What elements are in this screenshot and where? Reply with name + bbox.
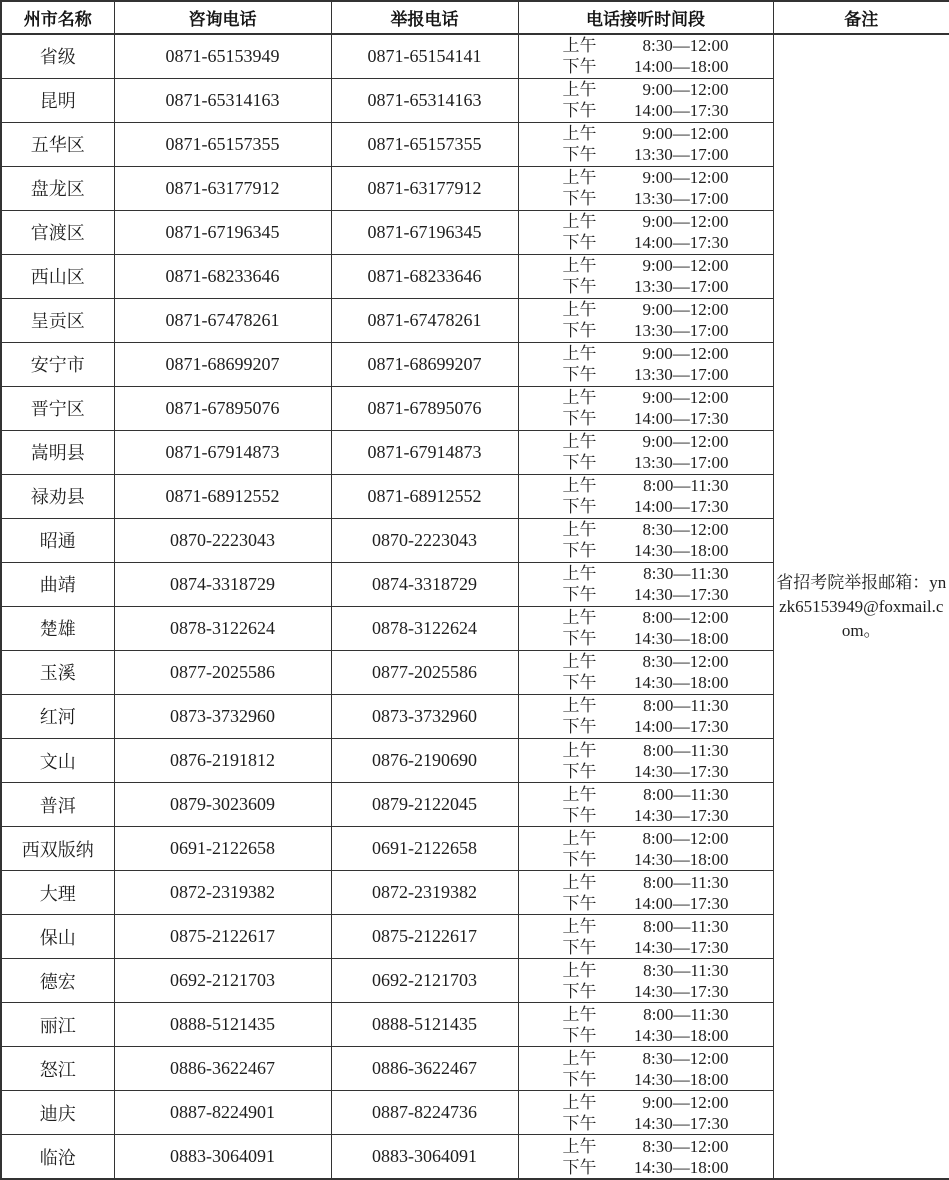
time-range-value: 13:30—17:00 xyxy=(634,145,729,165)
time-period-label: 下午 xyxy=(562,189,597,209)
report-phone-cell: 0883-3064091 xyxy=(331,1135,518,1179)
consult-phone-cell: 0691-2122658 xyxy=(114,827,331,871)
header-remark: 备注 xyxy=(773,1,949,34)
region-name-cell: 晋宁区 xyxy=(1,386,114,430)
remark-cell xyxy=(773,34,949,1179)
header-row xyxy=(1,1,949,34)
region-name-cell: 安宁市 xyxy=(1,342,114,386)
answer-time-cell xyxy=(518,386,773,430)
region-name-cell: 迪庆 xyxy=(1,1091,114,1135)
answer-time-cell xyxy=(518,959,773,1003)
time-period-label: 下午 xyxy=(562,277,597,297)
answer-time-cell xyxy=(518,606,773,650)
consult-phone-cell: 0874-3318729 xyxy=(114,562,331,606)
pm-time-line xyxy=(563,1157,729,1178)
time-range-value: 9:00—12:00 xyxy=(642,168,729,188)
region-name-cell: 西双版纳 xyxy=(1,827,114,871)
answer-time-cell xyxy=(518,827,773,871)
consult-phone-cell: 0692-2121703 xyxy=(114,959,331,1003)
consult-phone-cell: 0878-3122624 xyxy=(114,606,331,650)
time-period-label: 上午 xyxy=(562,916,597,936)
time-period-label: 下午 xyxy=(562,673,597,693)
region-name-cell: 红河 xyxy=(1,694,114,738)
time-period-label: 上午 xyxy=(562,784,597,804)
region-name-cell: 楚雄 xyxy=(1,606,114,650)
am-time-line xyxy=(563,695,729,716)
time-range-value: 8:00—12:00 xyxy=(642,608,729,628)
consult-phone-cell: 0873-3732960 xyxy=(114,694,331,738)
time-range-value: 14:00—17:30 xyxy=(634,497,729,517)
am-time-line xyxy=(563,211,729,232)
time-range-value: 14:00—17:30 xyxy=(634,893,729,913)
time-range-value: 9:00—12:00 xyxy=(642,1092,729,1112)
pm-time-line xyxy=(563,364,729,385)
consult-phone-cell: 0871-67895076 xyxy=(114,386,331,430)
consult-phone-cell: 0872-2319382 xyxy=(114,871,331,915)
time-period-label: 上午 xyxy=(562,124,597,144)
pm-time-line xyxy=(563,672,729,693)
region-name-cell: 西山区 xyxy=(1,254,114,298)
time-period-label: 下午 xyxy=(562,1025,597,1045)
time-range-value: 9:00—12:00 xyxy=(642,80,729,100)
am-time-line xyxy=(563,123,729,144)
pm-time-line xyxy=(563,540,729,561)
am-time-line xyxy=(563,1004,729,1025)
time-range-value: 14:30—18:00 xyxy=(634,1157,729,1177)
consult-phone-cell: 0870-2223043 xyxy=(114,518,331,562)
region-name-cell: 玉溪 xyxy=(1,650,114,694)
am-time-line xyxy=(563,740,729,761)
am-time-line xyxy=(563,1048,729,1069)
consult-phone-cell: 0871-67478261 xyxy=(114,298,331,342)
time-period-label: 下午 xyxy=(562,585,597,605)
answer-time-cell xyxy=(518,1047,773,1091)
report-phone-cell: 0871-63177912 xyxy=(331,166,518,210)
time-period-label: 下午 xyxy=(562,101,597,121)
report-phone-cell: 0874-3318729 xyxy=(331,562,518,606)
region-name-cell: 五华区 xyxy=(1,122,114,166)
time-period-label: 下午 xyxy=(562,497,597,517)
am-time-line xyxy=(563,387,729,408)
report-phone-cell: 0888-5121435 xyxy=(331,1003,518,1047)
time-range-value: 9:00—12:00 xyxy=(642,388,729,408)
answer-time-cell xyxy=(518,1091,773,1135)
consult-phone-cell: 0871-65314163 xyxy=(114,78,331,122)
time-range-value: 14:30—18:00 xyxy=(634,541,729,561)
time-period-label: 上午 xyxy=(562,1092,597,1112)
am-time-line xyxy=(563,255,729,276)
time-range-value: 8:30—11:30 xyxy=(643,960,729,980)
time-period-label: 上午 xyxy=(562,1004,597,1024)
time-range-value: 14:30—18:00 xyxy=(634,1069,729,1089)
time-period-label: 上午 xyxy=(562,564,597,584)
am-time-line xyxy=(563,784,729,805)
time-period-label: 下午 xyxy=(562,937,597,957)
time-period-label: 下午 xyxy=(562,629,597,649)
time-range-value: 9:00—12:00 xyxy=(642,344,729,364)
am-time-line xyxy=(563,35,729,56)
am-time-line xyxy=(563,872,729,893)
time-period-label: 下午 xyxy=(562,145,597,165)
answer-time-cell xyxy=(518,915,773,959)
time-range-value: 8:30—12:00 xyxy=(642,520,729,540)
region-name-cell: 保山 xyxy=(1,915,114,959)
consult-phone-cell: 0871-68699207 xyxy=(114,342,331,386)
answer-time-cell xyxy=(518,1135,773,1179)
time-range-value: 9:00—12:00 xyxy=(642,256,729,276)
report-phone-cell: 0876-2190690 xyxy=(331,739,518,783)
consult-phone-cell: 0877-2025586 xyxy=(114,650,331,694)
time-range-value: 8:00—11:30 xyxy=(643,476,729,496)
answer-time-cell xyxy=(518,34,773,78)
am-time-line xyxy=(563,79,729,100)
time-period-label: 上午 xyxy=(562,432,597,452)
report-phone-cell: 0886-3622467 xyxy=(331,1047,518,1091)
region-name-cell: 官渡区 xyxy=(1,210,114,254)
am-time-line xyxy=(563,651,729,672)
time-period-label: 下午 xyxy=(562,981,597,1001)
time-period-label: 下午 xyxy=(562,805,597,825)
header-report-phone: 举报电话 xyxy=(331,1,518,34)
am-time-line xyxy=(563,607,729,628)
time-period-label: 上午 xyxy=(562,212,597,232)
time-period-label: 上午 xyxy=(562,652,597,672)
time-range-value: 8:30—12:00 xyxy=(642,1048,729,1068)
answer-time-cell xyxy=(518,562,773,606)
pm-time-line xyxy=(563,981,729,1002)
answer-time-cell xyxy=(518,210,773,254)
am-time-line xyxy=(563,563,729,584)
consult-phone-cell: 0879-3023609 xyxy=(114,783,331,827)
consult-phone-cell: 0883-3064091 xyxy=(114,1135,331,1179)
answer-time-cell xyxy=(518,254,773,298)
pm-time-line xyxy=(563,320,729,341)
region-name-cell: 大理 xyxy=(1,871,114,915)
time-range-value: 13:30—17:00 xyxy=(634,365,729,385)
header-answer-time: 电话接听时间段 xyxy=(518,1,773,34)
time-period-label: 上午 xyxy=(562,256,597,276)
time-period-label: 下午 xyxy=(562,233,597,253)
consult-phone-cell: 0886-3622467 xyxy=(114,1047,331,1091)
pm-time-line xyxy=(563,452,729,473)
time-range-value: 13:30—17:00 xyxy=(634,321,729,341)
pm-time-line xyxy=(563,805,729,826)
time-range-value: 14:30—17:30 xyxy=(634,981,729,1001)
time-range-value: 14:00—17:30 xyxy=(634,233,729,253)
time-period-label: 下午 xyxy=(562,541,597,561)
answer-time-cell xyxy=(518,694,773,738)
time-range-value: 14:00—17:30 xyxy=(634,409,729,429)
time-range-value: 14:30—18:00 xyxy=(634,629,729,649)
remark-text: 省招考院举报邮箱：ynzk65153949@foxmail.com。 xyxy=(776,572,947,640)
consult-phone-cell: 0888-5121435 xyxy=(114,1003,331,1047)
pm-time-line xyxy=(563,584,729,605)
time-range-value: 9:00—12:00 xyxy=(642,432,729,452)
pm-time-line xyxy=(563,628,729,649)
region-name-cell: 文山 xyxy=(1,739,114,783)
pm-time-line xyxy=(563,849,729,870)
region-name-cell: 普洱 xyxy=(1,783,114,827)
am-time-line xyxy=(563,519,729,540)
pm-time-line xyxy=(563,893,729,914)
time-range-value: 8:00—11:30 xyxy=(643,872,729,892)
report-phone-cell: 0871-67196345 xyxy=(331,210,518,254)
time-period-label: 下午 xyxy=(562,365,597,385)
time-range-value: 8:30—12:00 xyxy=(642,1136,729,1156)
region-name-cell: 省级 xyxy=(1,34,114,78)
time-period-label: 上午 xyxy=(562,740,597,760)
time-range-value: 8:30—12:00 xyxy=(642,36,729,56)
am-time-line xyxy=(563,343,729,364)
region-name-cell: 盘龙区 xyxy=(1,166,114,210)
region-name-cell: 嵩明县 xyxy=(1,430,114,474)
time-range-value: 8:00—11:30 xyxy=(643,916,729,936)
consult-phone-cell: 0871-65157355 xyxy=(114,122,331,166)
am-time-line xyxy=(563,1092,729,1113)
time-period-label: 下午 xyxy=(562,761,597,781)
time-period-label: 下午 xyxy=(562,57,597,77)
report-phone-cell: 0871-65314163 xyxy=(331,78,518,122)
table-row xyxy=(1,34,949,78)
answer-time-cell xyxy=(518,474,773,518)
time-range-value: 14:00—17:30 xyxy=(634,101,729,121)
time-range-value: 8:00—12:00 xyxy=(642,828,729,848)
time-period-label: 下午 xyxy=(562,893,597,913)
consult-phone-cell: 0871-63177912 xyxy=(114,166,331,210)
pm-time-line xyxy=(563,188,729,209)
time-period-label: 上午 xyxy=(562,828,597,848)
time-period-label: 下午 xyxy=(562,717,597,737)
report-phone-cell: 0870-2223043 xyxy=(331,518,518,562)
answer-time-cell xyxy=(518,518,773,562)
report-phone-cell: 0871-67914873 xyxy=(331,430,518,474)
time-period-label: 上午 xyxy=(562,872,597,892)
pm-time-line xyxy=(563,1069,729,1090)
consult-phone-cell: 0871-67914873 xyxy=(114,430,331,474)
answer-time-cell xyxy=(518,871,773,915)
consult-phone-cell: 0871-68233646 xyxy=(114,254,331,298)
consult-phone-cell: 0871-68912552 xyxy=(114,474,331,518)
pm-time-line xyxy=(563,56,729,77)
time-period-label: 下午 xyxy=(562,321,597,341)
time-period-label: 上午 xyxy=(562,1136,597,1156)
am-time-line xyxy=(563,431,729,452)
time-period-label: 上午 xyxy=(562,1048,597,1068)
header-region-name: 州市名称 xyxy=(1,1,114,34)
pm-time-line xyxy=(563,408,729,429)
time-period-label: 下午 xyxy=(562,453,597,473)
time-period-label: 下午 xyxy=(562,849,597,869)
report-phone-cell: 0878-3122624 xyxy=(331,606,518,650)
time-range-value: 14:30—18:00 xyxy=(634,1025,729,1045)
pm-time-line xyxy=(563,232,729,253)
am-time-line xyxy=(563,916,729,937)
answer-time-cell xyxy=(518,650,773,694)
time-range-value: 9:00—12:00 xyxy=(642,212,729,232)
time-period-label: 上午 xyxy=(562,696,597,716)
am-time-line xyxy=(563,960,729,981)
time-period-label: 下午 xyxy=(562,409,597,429)
am-time-line xyxy=(563,1136,729,1157)
report-phone-cell: 0871-67895076 xyxy=(331,386,518,430)
consult-phone-cell: 0887-8224901 xyxy=(114,1091,331,1135)
region-name-cell: 禄劝县 xyxy=(1,474,114,518)
report-phone-cell: 0875-2122617 xyxy=(331,915,518,959)
time-range-value: 13:30—17:00 xyxy=(634,453,729,473)
time-period-label: 上午 xyxy=(562,388,597,408)
pm-time-line xyxy=(563,144,729,165)
answer-time-cell xyxy=(518,783,773,827)
pm-time-line xyxy=(563,716,729,737)
report-phone-cell: 0692-2121703 xyxy=(331,959,518,1003)
table-body xyxy=(1,34,949,1179)
time-range-value: 8:30—11:30 xyxy=(643,564,729,584)
time-range-value: 13:30—17:00 xyxy=(634,189,729,209)
am-time-line xyxy=(563,475,729,496)
answer-time-cell xyxy=(518,430,773,474)
time-range-value: 14:00—18:00 xyxy=(634,57,729,77)
time-range-value: 14:30—17:30 xyxy=(634,937,729,957)
consult-phone-cell: 0876-2191812 xyxy=(114,739,331,783)
report-phone-cell: 0873-3732960 xyxy=(331,694,518,738)
pm-time-line xyxy=(563,937,729,958)
pm-time-line xyxy=(563,1025,729,1046)
answer-time-cell xyxy=(518,342,773,386)
report-phone-cell: 0879-2122045 xyxy=(331,783,518,827)
time-period-label: 上午 xyxy=(562,36,597,56)
time-period-label: 上午 xyxy=(562,476,597,496)
region-name-cell: 呈贡区 xyxy=(1,298,114,342)
time-range-value: 13:30—17:00 xyxy=(634,277,729,297)
time-period-label: 上午 xyxy=(562,344,597,364)
consult-phone-cell: 0871-67196345 xyxy=(114,210,331,254)
answer-time-cell xyxy=(518,78,773,122)
report-phone-cell: 0877-2025586 xyxy=(331,650,518,694)
report-phone-cell: 0871-65154141 xyxy=(331,34,518,78)
region-name-cell: 昭通 xyxy=(1,518,114,562)
pm-time-line xyxy=(563,1113,729,1134)
header-consult-phone: 咨询电话 xyxy=(114,1,331,34)
time-range-value: 14:30—17:30 xyxy=(634,805,729,825)
report-phone-cell: 0871-68233646 xyxy=(331,254,518,298)
time-range-value: 8:00—11:30 xyxy=(643,784,729,804)
am-time-line xyxy=(563,299,729,320)
time-range-value: 8:30—12:00 xyxy=(642,652,729,672)
time-period-label: 上午 xyxy=(562,608,597,628)
report-phone-cell: 0871-68912552 xyxy=(331,474,518,518)
consult-phone-cell: 0875-2122617 xyxy=(114,915,331,959)
time-range-value: 8:00—11:30 xyxy=(643,696,729,716)
answer-time-cell xyxy=(518,298,773,342)
time-period-label: 下午 xyxy=(562,1157,597,1177)
time-period-label: 上午 xyxy=(562,520,597,540)
report-phone-cell: 0871-67478261 xyxy=(331,298,518,342)
report-phone-cell: 0872-2319382 xyxy=(331,871,518,915)
region-name-cell: 昆明 xyxy=(1,78,114,122)
time-range-value: 14:30—17:30 xyxy=(634,761,729,781)
time-period-label: 上午 xyxy=(562,80,597,100)
report-phone-cell: 0871-65157355 xyxy=(331,122,518,166)
time-range-value: 14:00—17:30 xyxy=(634,717,729,737)
answer-time-cell xyxy=(518,739,773,783)
region-name-cell: 曲靖 xyxy=(1,562,114,606)
time-range-value: 8:00—11:30 xyxy=(643,1004,729,1024)
region-name-cell: 临沧 xyxy=(1,1135,114,1179)
time-period-label: 上午 xyxy=(562,168,597,188)
am-time-line xyxy=(563,167,729,188)
time-range-value: 14:30—18:00 xyxy=(634,673,729,693)
pm-time-line xyxy=(563,100,729,121)
report-phone-cell: 0691-2122658 xyxy=(331,827,518,871)
time-range-value: 14:30—17:30 xyxy=(634,585,729,605)
time-period-label: 下午 xyxy=(562,1069,597,1089)
time-period-label: 上午 xyxy=(562,300,597,320)
consult-phone-cell: 0871-65153949 xyxy=(114,34,331,78)
time-range-value: 9:00—12:00 xyxy=(642,124,729,144)
region-name-cell: 丽江 xyxy=(1,1003,114,1047)
region-name-cell: 怒江 xyxy=(1,1047,114,1091)
time-period-label: 下午 xyxy=(562,1113,597,1133)
time-range-value: 8:00—11:30 xyxy=(643,740,729,760)
answer-time-cell xyxy=(518,1003,773,1047)
pm-time-line xyxy=(563,496,729,517)
time-range-value: 14:30—17:30 xyxy=(634,1113,729,1133)
answer-time-cell xyxy=(518,122,773,166)
time-range-value: 14:30—18:00 xyxy=(634,849,729,869)
region-name-cell: 德宏 xyxy=(1,959,114,1003)
answer-time-cell xyxy=(518,166,773,210)
time-period-label: 上午 xyxy=(562,960,597,980)
report-phone-cell: 0871-68699207 xyxy=(331,342,518,386)
time-range-value: 9:00—12:00 xyxy=(642,300,729,320)
pm-time-line xyxy=(563,761,729,782)
report-phone-cell: 0887-8224736 xyxy=(331,1091,518,1135)
am-time-line xyxy=(563,828,729,849)
pm-time-line xyxy=(563,276,729,297)
